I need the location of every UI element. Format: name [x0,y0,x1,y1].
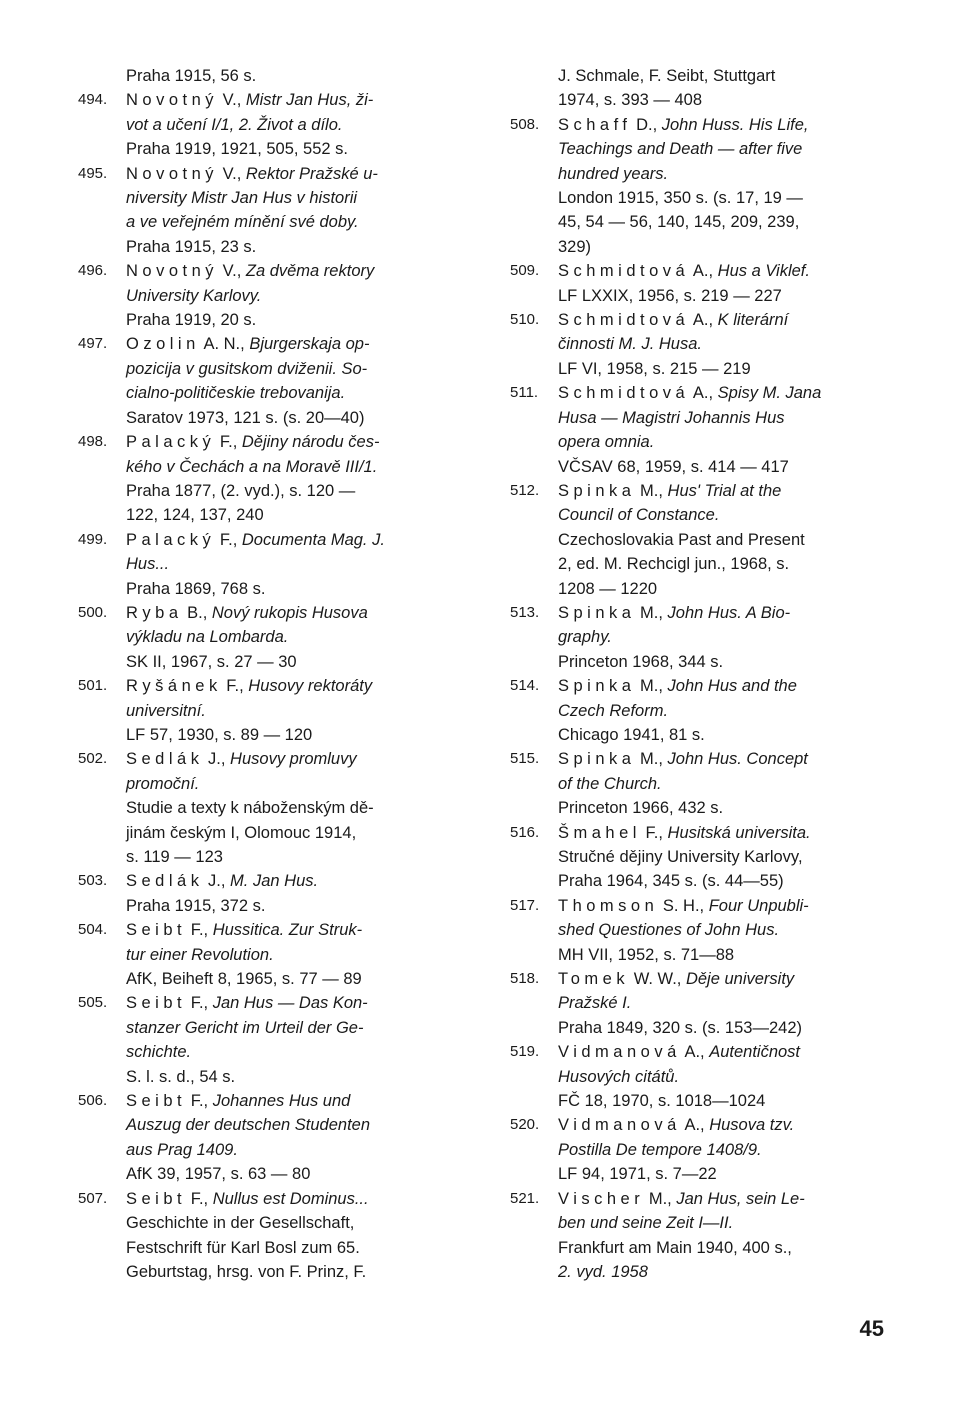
entry-author: Spinka [558,677,636,696]
entry-number: 518. [510,970,540,988]
entry-number: 500. [78,603,108,621]
entry-title: John Hus. Concept [667,750,808,769]
entry-author: Schmidtová [558,262,690,281]
entry-author: Spinka [558,750,636,769]
entry-title: Hus a Viklef. [717,262,810,281]
entry-title: Hussitica. Zur Struk- [212,921,363,940]
entry-author: Ryba [126,603,183,622]
entry-author: Vidmanová [558,1043,681,1062]
entry-number: 499. [78,530,108,548]
entry-number: 508. [510,115,540,133]
entry-title: Husovy promluvy [230,750,357,769]
entry-number: 520. [510,1116,540,1134]
entry-title: Spisy M. Jana [717,384,822,403]
entry-number: 494. [78,91,108,109]
bibliography-entry: 503. Sedlák J., M. Jan Hus. Praha 1915, 372 s. [78,869,448,918]
bibliography-entry: 511. Schmidtová A., Spisy M. Jana Husa — Magistri Johannis Hus opera omnia. VČSAV 68, 1959, s. 414 — 417 [510,381,885,479]
entry-title: Documenta Mag. J. [241,530,385,549]
entry-author: Seibt [126,1189,187,1208]
entry-title: Husitská universita. [667,823,811,842]
bibliography-entry: 516. Šmahel F., Husitská universita. Stručné dějiny University Karlovy, Praha 1964, 345 s. (s. 44—55) [510,821,885,894]
entry-number: 512. [510,481,540,499]
bibliography-entry: 500. Ryba B., Nový rukopis Husova výkladu na Lombarda. SK II, 1967, s. 27 — 30 [78,601,448,674]
entry-title: Jan Hus, sein Le- [676,1189,805,1208]
entry-title: Hus' Trial at the [667,481,782,500]
entry-author: Tomek [558,970,630,989]
entry-number: 514. [510,677,540,695]
entry-author: Sedlák [126,872,204,891]
entry-title: Autentičnost [709,1043,801,1062]
bibliography-entry: 510. Schmidtová A., K literární činnosti M. J. Husa. LF VI, 1958, s. 215 — 219 [510,308,885,381]
entry-title: Husovy rektoráty [248,677,373,696]
entry-title: Nullus est Dominus... [212,1189,369,1208]
bibliography-entry: 506. Seibt F., Johannes Hus und Auszug der deutschen Studenten aus Prag 1409. AfK 39, 1957, s. 63 — 80 [78,1089,448,1187]
entry-number: 519. [510,1043,540,1061]
entry-author: Seibt [126,1092,187,1111]
entry-title: Jan Hus — Das Kon- [212,994,368,1013]
bibliography-entry: 496. Novotný V., Za dvěma rektory University Karlovy. Praha 1919, 20 s. [78,259,448,332]
entry-author: Novotný [126,164,219,183]
entry-author: Ryšánek [126,677,222,696]
bibliography-entry: 504. Seibt F., Hussitica. Zur Struk- tur einer Revolution. AfK, Beiheft 8, 1965, s. 77 — 89 [78,918,448,991]
bibliography-entry: 514. Spinka M., John Hus and the Czech Reform. Chicago 1941, 81 s. [510,674,885,747]
entry-author: Novotný [126,91,219,110]
entry-number: 501. [78,677,108,695]
entry-author: Šmahel [558,823,641,842]
entry-author: Palacký [126,530,216,549]
bibliography-entry: 499. Palacký F., Documenta Mag. J. Hus... Praha 1869, 768 s. [78,528,448,601]
bibliography-entry: 509. Schmidtová A., Hus a Viklef. LF LXXIX, 1956, s. 219 — 227 [510,259,885,308]
entry-author: Palacký [126,433,216,452]
entry-number: 513. [510,603,540,621]
continuation-line [78,64,448,88]
left-column [78,64,448,1284]
entry-number: 505. [78,994,108,1012]
entry-title: Husova tzv. [709,1116,795,1135]
entry-number: 509. [510,262,540,280]
entry-author: Thomson [558,896,659,915]
entry-number: 510. [510,311,540,329]
entry-line: Praha 1915, 56 s. [126,67,257,85]
entry-author: Vidmanová [558,1116,681,1135]
entry-number: 515. [510,750,540,768]
bibliography-entry: 521. Vischer M., Jan Hus, sein Le- ben und seine Zeit I—II. Frankfurt am Main 1940, 400 s., 2. vyd. 1958 [510,1187,885,1285]
entry-title: Bjurgerskaja op- [249,335,370,354]
entry-title: Rektor Pražské u- [245,164,378,183]
bibliography-entry: 502. Sedlák J., Husovy promluvy promoční. Studie a texty k náboženským dě- jinám českým I, Olomouc 1914, s. 119 — 123 [78,747,448,869]
entry-author: Ozolin [126,335,200,354]
entry-title: John Hus and the [667,677,797,696]
entry-title: K literární [717,311,789,330]
entry-title: John Huss. His Life, [661,115,809,134]
entry-title: M. Jan Hus. [230,872,319,891]
entry-title: Nový rukopis Husova [211,603,368,622]
bibliography-entry: 520. Vidmanová A., Husova tzv. Postilla De tempore 1408/9. LF 94, 1971, s. 7—22 [510,1113,885,1186]
entry-number: 521. [510,1189,540,1207]
continuation-line: J. Schmale, F. Seibt, Stuttgart 1974, s. 393 — 408 [558,67,776,110]
entry-author: Sedlák [126,750,204,769]
entry-author: Schmidtová [558,311,690,330]
bibliography-entry: 495. Novotný V., Rektor Pražské u- niversity Mistr Jan Hus v historii a ve veřejném mínění své doby. Praha 1915, 23 s. [78,162,448,260]
entry-author: Spinka [558,603,636,622]
entry-number: 503. [78,872,108,890]
entry-author: Schmidtová [558,384,690,403]
entry-number: 495. [78,164,108,182]
bibliography-entry: 494. Novotný V., Mistr Jan Hus, ži- vot a učení I/1, 2. Život a dílo. Praha 1919, 1921, 505, 552 s. [78,88,448,161]
entry-author: Seibt [126,921,187,940]
entry-number: 497. [78,335,108,353]
bibliography-entry: 505. Seibt F., Jan Hus — Das Kon- stanzer Gericht im Urteil der Ge- schichte. S. l. s. d., 54 s. [78,991,448,1089]
entry-number: 504. [78,921,108,939]
entry-author: Spinka [558,481,636,500]
entry-title: Four Unpubli- [708,896,809,915]
entry-author: Vischer [558,1189,645,1208]
entry-title: Dějiny národu čes- [241,433,380,452]
entry-number: 517. [510,896,540,914]
entry-number: 502. [78,750,108,768]
bibliography-entry: 508. Schaff D., John Huss. His Life, Teachings and Death — after five hundred years. London 1915, 350 s. (s. 17, 19 — 45, 54 — 56, 140, 145, 209, 239, 329) [510,113,885,259]
bibliography-entry: 518. Tomek W. W., Děje university Pražské I. Praha 1849, 320 s. (s. 153—242) [510,967,885,1040]
bibliography-entry: 515. Spinka M., John Hus. Concept of the Church. Princeton 1966, 432 s. [510,747,885,820]
bibliography-entry: 513. Spinka M., John Hus. A Bio- graphy. Princeton 1968, 344 s. [510,601,885,674]
entry-title: Děje university [685,970,795,989]
entry-author: Novotný [126,262,219,281]
entry-author: Seibt [126,994,187,1013]
entry-number: 511. [510,384,539,402]
bibliography-entry: 498. Palacký F., Dějiny národu čes- kého v Čechách a na Moravě III/1. Praha 1877, (2. vyd.), s. 120 — 122, 124, 137, 240 [78,430,448,528]
right-column [510,64,885,1284]
entry-number: 506. [78,1092,108,1110]
entry-author: Schaff [558,115,632,134]
entry-title: John Hus. A Bio- [667,603,791,622]
bibliography-entry: 501. Ryšánek F., Husovy rektoráty universitní. LF 57, 1930, s. 89 — 120 [78,674,448,747]
bibliography-entry: 517. Thomson S. H., Four Unpubli- shed Questiones of John Hus. MH VII, 1952, s. 71—88 [510,894,885,967]
bibliography-entry: 497. Ozolin A. N., Bjurgerskaja op- pozicija v gusitskom dviženii. So- cialno-političeskie trebovanija. Saratov 1973, 121 s. (s. 20—40) [78,332,448,430]
entry-number: 498. [78,433,108,451]
entry-number: 507. [78,1189,108,1207]
page-number: 45 [859,1316,884,1341]
entry-title: Mistr Jan Hus, ži- [245,91,374,110]
entry-title: Johannes Hus und [212,1092,351,1111]
bibliography-entry: 512. Spinka M., Hus' Trial at the Council of Constance. Czechoslovakia Past and Present 2, ed. M. Rechcigl jun., 1968, s. 1208 — 1220 [510,479,885,601]
entry-number: 516. [510,823,540,841]
entry-number: 496. [78,262,108,280]
entry-title: Za dvěma rektory [245,262,375,281]
bibliography-entry: 507. Seibt F., Nullus est Dominus... Geschichte in der Gesellschaft, Festschrift für Karl Bosl zum 65. Geburtstag, hrsg. von F. Prinz, F. [78,1187,448,1285]
bibliography-entry: 519. Vidmanová A., Autentičnost Husových citátů. FČ 18, 1970, s. 1018—1024 [510,1040,885,1113]
